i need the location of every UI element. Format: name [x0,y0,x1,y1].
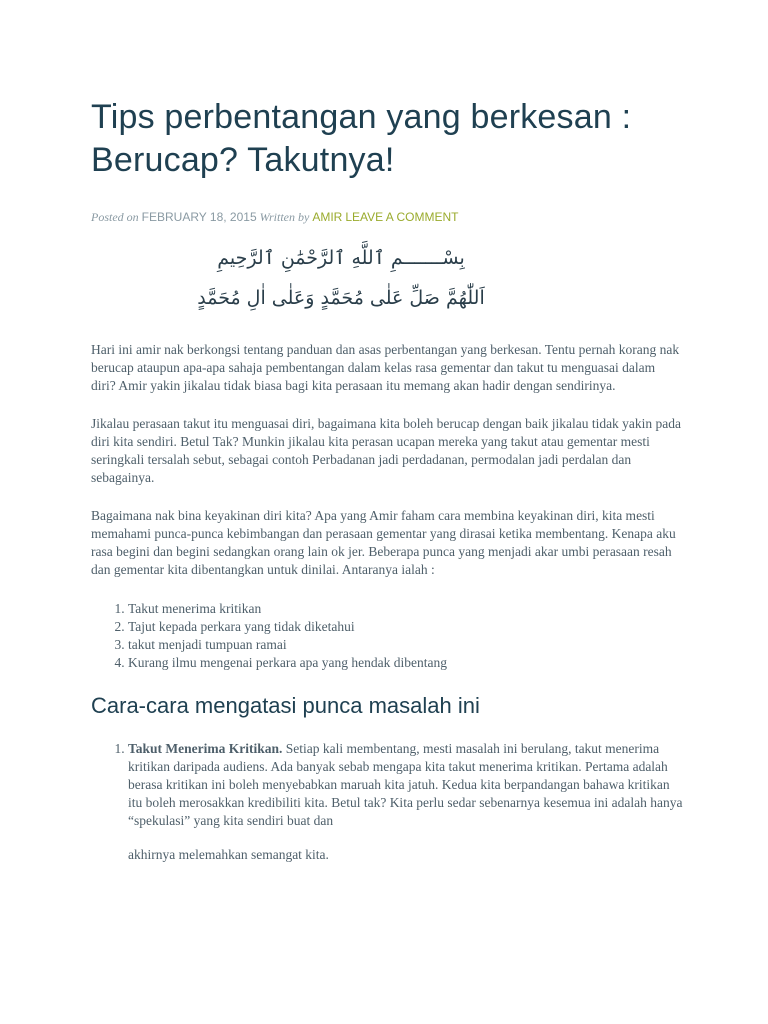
post-date[interactable]: FEBRUARY 18, 2015 [141,210,257,224]
fear-paragraph: Jikalau perasaan takut itu menguasai diri, bagaimana kita boleh berucap dengan baik jikalau tidak yakin pada diri kita sendiri. Betul Tak? Munkin jikalau kita perasan ucapan mereka yang takut atau gementar mesti seringkali tersalah sebut, sebagai contoh Perbadanan jadi perdadanan, permodalan jadi perdalan dan sebagainya. [91,416,682,485]
intro-paragraph: Hari ini amir nak berkongsi tentang panduan dan asas perbentangan yang berkesan. Tentu pernah korang nak berucap ataupun apa-apa sahaja pembentangan dalam kelas rasa gementar dan takut tu menguasai dalam diri? Amir yakin jikalau tidak biasa bagi kita perasaan itu memang akan hadir dengan sendirinya. [91,342,680,393]
section-heading: Cara-cara mengatasi punca masalah ini [91,693,480,718]
basmalah-line: بِسْـــــــمِ ٱللَّهِ ٱلرَّحْمَٰنِ ٱلرَّحِيمِ [217,247,465,269]
causes-list [91,600,683,672]
author-link[interactable]: AMIR [312,210,343,224]
post-meta [91,209,683,225]
arabic-invocation [91,239,591,319]
solution-heading: Takut Menerima Kritikan. [128,741,283,756]
solutions-list [91,740,683,864]
post-title: Tips perbentangan yang berkesan : Berucap? Takutnya! [91,98,632,179]
solution-continuation: akhirnya melemahkan semangat kita. [128,847,329,862]
article [91,96,683,864]
solution-text: Setiap kali membentang, mesti masalah ini berulang, takut menerima kritikan daripada audiens. Ada banyak sebab mengapa kita takut menerima kritikan. Pertama adalah berasa kritikan ini boleh menyebabkan maruah kita jatuh. Kedua kita berpandangan bahawa kritikan itu boleh merosakkan kredibiliti kita. Betul tak? Kita perlu sedar sebenarnya kesemua ini adalah hanya “spekulasi” yang kita sendiri buat dan [128,741,683,828]
list-item [128,740,683,864]
salawat-line: اَللّٰهُمَّ صَلِّ عَلٰى مُحَمَّدٍ وَعَلٰى اٰلِ مُحَمَّدٍ [197,287,485,309]
written-by-label: Written by [259,210,310,224]
list-item: 1. Takut menerima kritikan [128,600,683,618]
posted-prefix: Posted on [91,210,139,224]
list-item: 4. Kurang ilmu mengenai perkara apa yang hendak dibentang [128,654,683,672]
list-item: 2. Tajut kepada perkara yang tidak diketahui [128,618,683,636]
list-item: 3. takut menjadi tumpuan ramai [128,636,683,654]
leave-comment-link[interactable]: LEAVE A COMMENT [345,210,459,224]
confidence-paragraph: Bagaimana nak bina keyakinan diri kita? Apa yang Amir faham cara membina keyakinan diri, kita mesti memahami punca-punca kebimbangan dan perasaan gementar yang dirasai ketika membentang. Kenapa aku rasa begini dan begini sedangkan orang lain ok jer. Beberapa punca yang menjadi akar umbi perasaan resah dan gementar kita dibentangkan untuk dinilai. Antaranya ialah : [91,508,676,577]
